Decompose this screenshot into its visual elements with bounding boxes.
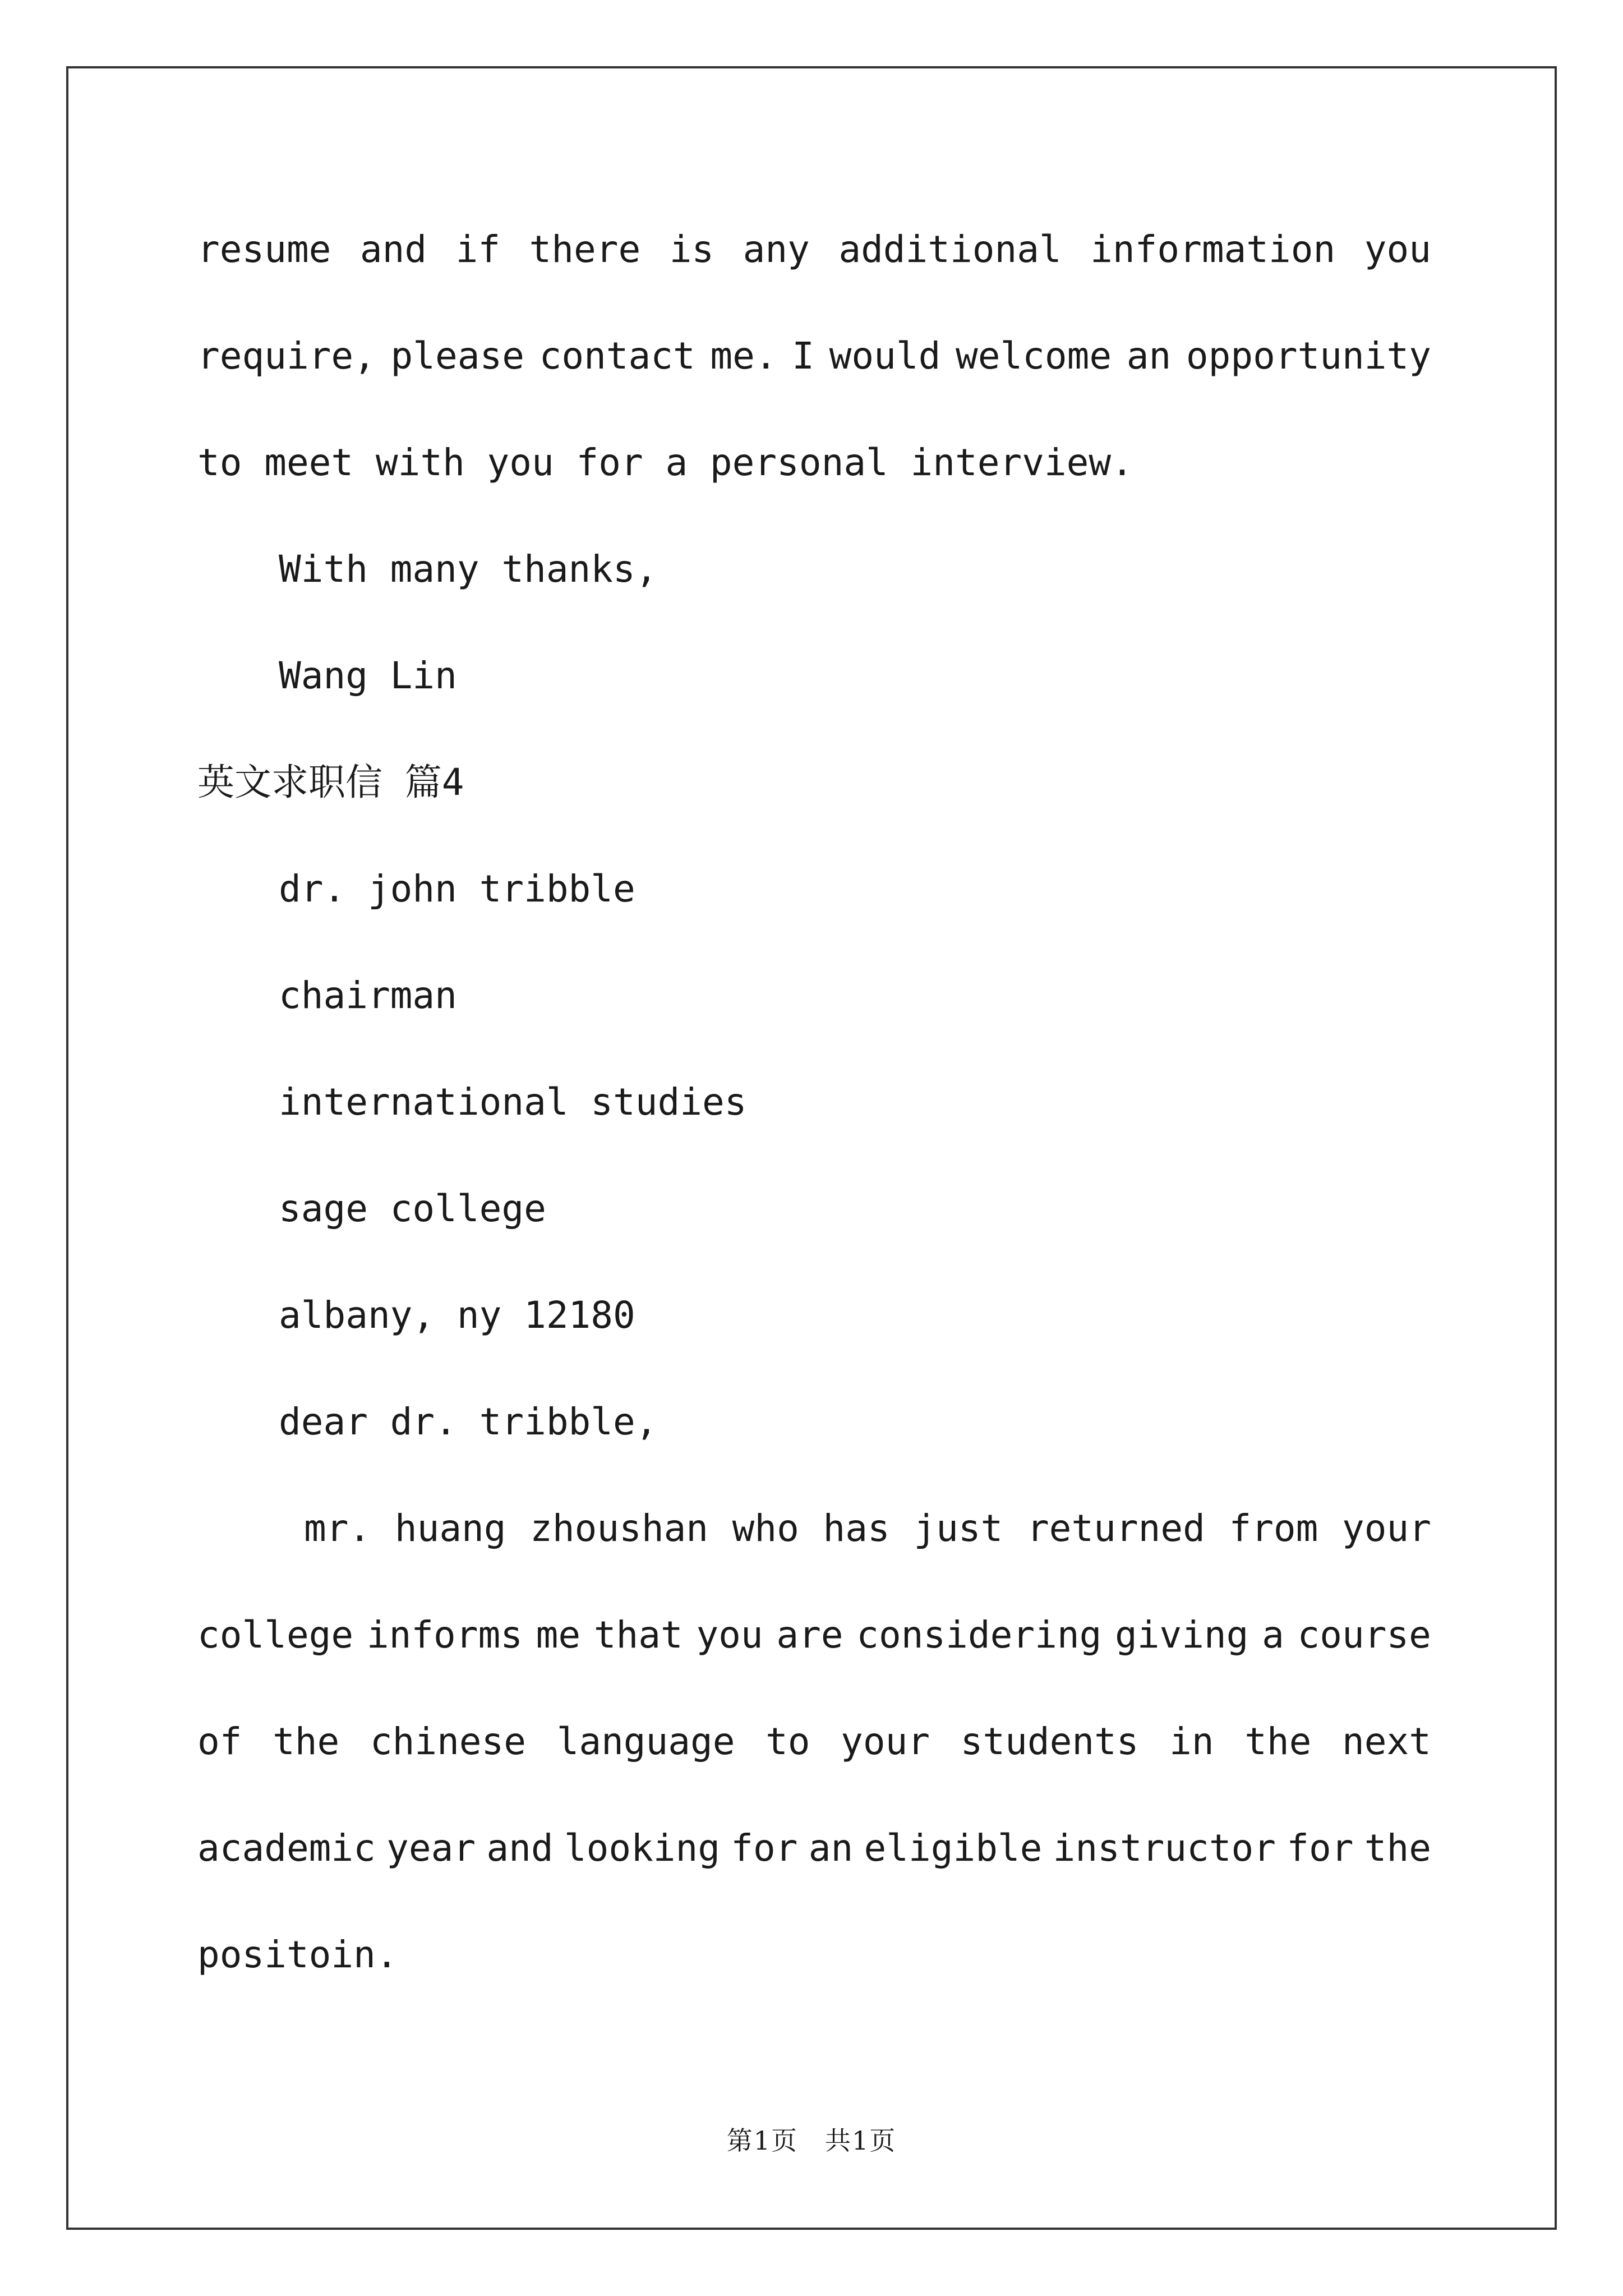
word: instructor [1053, 1826, 1276, 1870]
word: academic [197, 1826, 376, 1870]
word: please [390, 334, 524, 378]
word: your [1342, 1507, 1431, 1550]
word: there [529, 228, 641, 271]
word: zhoushan [530, 1507, 709, 1550]
paragraph-line [197, 1604, 1431, 1666]
word: just [914, 1507, 1003, 1550]
paragraph-line [197, 325, 1431, 387]
word: from [1229, 1507, 1318, 1550]
word: chinese [370, 1720, 527, 1763]
word: require, [197, 334, 376, 378]
word: the [1364, 1826, 1431, 1870]
paragraph-line [197, 1711, 1431, 1773]
word: next [1341, 1720, 1431, 1763]
paragraph-line [197, 1818, 1431, 1879]
word: year [386, 1826, 476, 1870]
word: for [1287, 1826, 1354, 1870]
paragraph-line: to meet with you for a personal interview. [197, 441, 1133, 484]
page-footer: 第1页 共1页 [726, 2125, 897, 2156]
word: language [556, 1720, 735, 1763]
salutation: dear dr. tribble, [279, 1400, 658, 1443]
section-heading: 英文求职信 篇4 [197, 761, 464, 804]
word: and [359, 228, 427, 271]
word: giving [1114, 1613, 1249, 1657]
word: opportunity [1186, 334, 1431, 378]
word: course [1297, 1613, 1431, 1657]
paragraph-line [197, 219, 1431, 280]
word: considering [856, 1613, 1102, 1657]
word: mr. [304, 1507, 371, 1550]
word: me [536, 1613, 581, 1657]
word: if [455, 228, 501, 271]
word: any [743, 228, 810, 271]
word: resume [197, 228, 331, 271]
word: I [792, 334, 814, 378]
word: the [1244, 1720, 1312, 1763]
word: huang [394, 1507, 506, 1550]
word: would [829, 334, 941, 378]
word: me. [710, 334, 777, 378]
address-line: dr. john tribble [279, 867, 635, 910]
word: and [486, 1826, 554, 1870]
word: in [1169, 1720, 1214, 1763]
word: eligible [864, 1826, 1043, 1870]
address-line: chairman [279, 974, 457, 1017]
word: welcome [955, 334, 1112, 378]
word: for [731, 1826, 798, 1870]
word: an [808, 1826, 854, 1870]
address-line: albany, ny 12180 [279, 1294, 635, 1337]
word: returned [1026, 1507, 1205, 1550]
word: are [776, 1613, 843, 1657]
word: information [1090, 228, 1336, 271]
word: additional [838, 228, 1062, 271]
word: college [197, 1613, 354, 1657]
word: you [1364, 228, 1431, 271]
signature: Wang Lin [279, 654, 457, 697]
word: your [841, 1720, 930, 1763]
paragraph-line [197, 1498, 1431, 1559]
page-border [66, 66, 1557, 2230]
address-line: international studies [279, 1080, 747, 1124]
word: is [669, 228, 714, 271]
word: that [593, 1613, 683, 1657]
word: to [766, 1720, 810, 1763]
word: students [960, 1720, 1139, 1763]
word: looking [564, 1826, 721, 1870]
closing: With many thanks, [279, 547, 658, 591]
word: an [1126, 334, 1172, 378]
word: the [273, 1720, 340, 1763]
paragraph-line: positoin. [197, 1933, 398, 1976]
word: you [696, 1613, 763, 1657]
word: has [823, 1507, 890, 1550]
word: who [732, 1507, 799, 1550]
word: informs [366, 1613, 523, 1657]
word: contact [539, 334, 695, 378]
address-line: sage college [279, 1187, 546, 1230]
word: of [197, 1720, 242, 1763]
word: a [1262, 1613, 1284, 1657]
